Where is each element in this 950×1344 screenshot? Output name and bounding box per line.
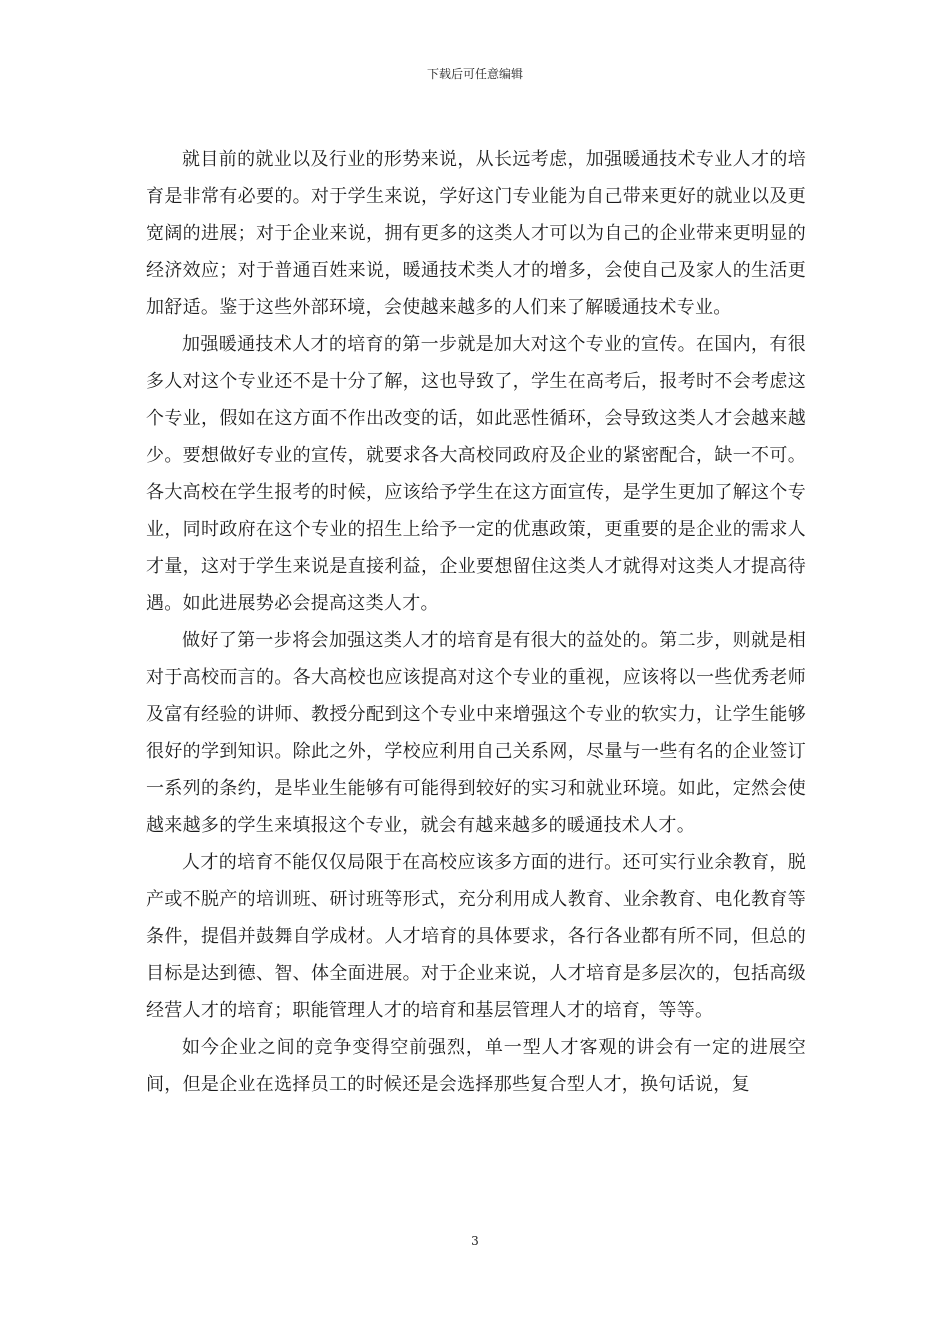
paragraph-4: 人才的培育不能仅仅局限于在高校应该多方面的进行。还可实行业余教育，脱产或不脱产的培训班、研讨班等形式，充分利用成人教育、业余教育、电化教育等条件，提倡并鼓舞自学成材。人才培育的具体要求，各行各业都有所不同，但总的目标是达到德、智、体全面进展。对于企业来说，人才培育是多层次的，包括高级经营人才的培育；职能管理人才的培育和基层管理人才的培育，等等。 bbox=[146, 852, 806, 1021]
body-text bbox=[146, 141, 806, 1103]
paragraph-3: 做好了第一步将会加强这类人才的培育是有很大的益处的。第二步，则就是相对于高校而言的。各大高校也应该提高对这个专业的重视，应该将以一些优秀老师及富有经验的讲师、教授分配到这个专业中来增强这个专业的软实力，让学生能够很好的学到知识。除此之外，学校应利用自己关系网，尽量与一些有名的企业签订一系列的条约，是毕业生能够有可能得到较好的实习和就业环境。如此，定然会使越来越多的学生来填报这个专业，就会有越来越多的暖通技术人才。 bbox=[146, 630, 806, 836]
paragraph-1: 就目前的就业以及行业的形势来说，从长远考虑，加强暖通技术专业人才的培育是非常有必要的。对于学生来说，学好这门专业能为自己带来更好的就业以及更宽阔的进展；对于企业来说，拥有更多的这类人才可以为自己的企业带来更明显的经济效应；对于普通百姓来说，暖通技术类人才的增多，会使自己及家人的生活更加舒适。鉴于这些外部环境，会使越来越多的人们来了解暖通技术专业。 bbox=[146, 149, 806, 318]
paragraph-2: 加强暖通技术人才的培育的第一步就是加大对这个专业的宣传。在国内，有很多人对这个专业还不是十分了解，这也导致了，学生在高考后，报考时不会考虑这个专业，假如在这方面不作出改变的话，如此恶性循环，会导致这类人才会越来越少。要想做好专业的宣传，就要求各大高校同政府及企业的紧密配合，缺一不可。各大高校在学生报考的时候，应该给予学生在这方面宣传，是学生更加了解这个专业，同时政府在这个专业的招生上给予一定的优惠政策，更重要的是企业的需求人才量，这对于学生来说是直接利益，企业要想留住这类人才就得对这类人才提高待遇。如此进展势必会提高这类人才。 bbox=[146, 334, 806, 614]
page-header: 下载后可任意编辑 bbox=[426, 67, 523, 81]
page-number: 3 bbox=[471, 1234, 479, 1248]
paragraph-5: 如今企业之间的竞争变得空前强烈，单一型人才客观的讲会有一定的进展空间，但是企业在选择员工的时候还是会选择那些复合型人才，换句话说，复 bbox=[146, 1037, 806, 1095]
